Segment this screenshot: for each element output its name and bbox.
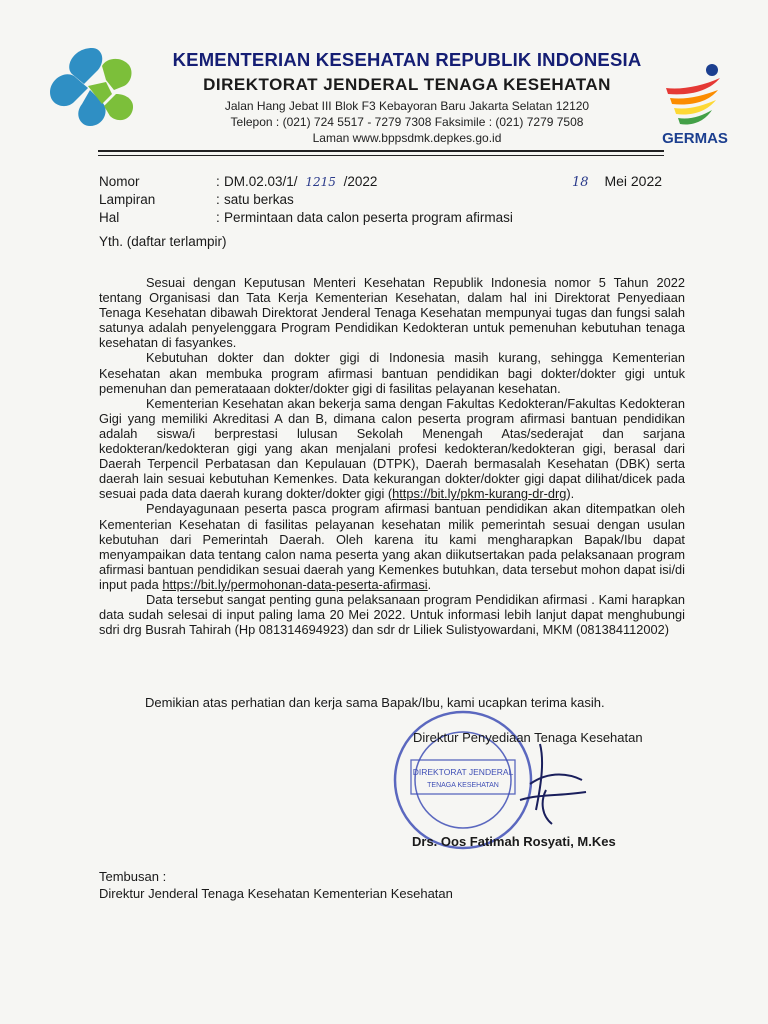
- directorate-name: DIREKTORAT JENDERAL TENAGA KESEHATAN: [203, 75, 611, 94]
- germas-logo-icon: [662, 60, 726, 128]
- address-line: Jalan Hang Jebat III Blok F3 Kebayoran Baru Jakarta Selatan 12120: [224, 99, 590, 113]
- phone-line: Telepon : (021) 724 5517 - 7279 7308 Faksimile : (021) 7279 7508: [230, 115, 584, 129]
- header-divider-thin: [98, 155, 664, 156]
- permohonan-data-link[interactable]: https://bit.ly/permohonan-data-peserta-afirmasi: [162, 576, 428, 592]
- nomor-suffix: /2022: [343, 174, 378, 189]
- lampiran-colon: :: [216, 192, 220, 207]
- cc-item: Direktur Jenderal Tenaga Kesehatan Kementerian Kesehatan: [99, 886, 453, 901]
- paragraph-3: [99, 396, 685, 502]
- germas-label: GERMAS: [662, 130, 728, 147]
- website-line: Laman www.bppsdmk.depkes.go.id: [312, 131, 502, 145]
- paragraph-2: Kebutuhan dokter dan dokter gigi di Indonesia masih kurang, sehingga Kementerian Kesehatan akan membuka program afirmasi bantuan pendidikan bagi dokter/dokter gigi untuk pemenuhan dan pemerataaan dokter/dokter gigi di fasilitas pelayanan kesehatan.: [99, 350, 685, 396]
- date-day-handwritten: 18: [572, 175, 589, 190]
- paragraph-4: [99, 501, 685, 592]
- signatory-name: Drs. Oos Fatimah Rosyati, M.Kes: [412, 834, 616, 849]
- ministry-logo: [44, 44, 144, 130]
- lampiran-label: Lampiran: [99, 192, 156, 207]
- hal-colon: :: [216, 210, 220, 225]
- paragraph-3-text: Kementerian Kesehatan akan bekerja sama dengan Fakultas Kedokteran/Fakultas Kedokteran Gigi yang memiliki Akreditasi A dan B, dimana calon peserta program afirmasi bantuan pendidikan adalah siswa/i berprestasi lulusan Sekolah Menengah Atas/sederajat dan sarjana kedokteran/kedokteran gigi yang akan menjalani profesi kedokteran/kedokteran gigi, berasal dari Daerah Terpencil Perbatasan dan Kepulauan (DTPK), Daerah bermasalah Kesehatan (DBK) serta daerah lain sesuai kebutuhan Kemenkes. Data kekurangan dokter/dokter gigi dapat dilihat/dicek pada sesuai pada data daerah kurang dokter/dokter gigi (: [99, 395, 685, 502]
- handwritten-signature: [500, 740, 590, 830]
- hal-label: Hal: [99, 210, 120, 225]
- paragraph-3-end: ).: [566, 486, 575, 502]
- nomor-value: [224, 174, 377, 189]
- lampiran-value: satu berkas: [224, 192, 294, 207]
- nomor-prefix: DM.02.03/1/: [224, 174, 298, 189]
- nomor-label: Nomor: [99, 174, 140, 189]
- signatory-title: Direktur Penyediaan Tenaga Kesehatan: [413, 730, 643, 745]
- hal-value: Permintaan data calon peserta program afirmasi: [224, 210, 513, 225]
- nomor-handwritten: 1215: [305, 175, 336, 189]
- date-month-year: Mei 2022: [604, 173, 663, 189]
- kurang-dokter-link[interactable]: https://bit.ly/pkm-kurang-dr-drg: [392, 486, 567, 502]
- stamp-center-text-2: TENAGA KESEHATAN: [427, 782, 499, 789]
- nomor-colon: :: [216, 174, 220, 189]
- paragraph-5: Data tersebut sangat penting guna pelaksanaan program Pendidikan afirmasi . Kami harapkan data sudah selesai di input paling lama 20 Mei 2022. Untuk informasi lebih lanjut dapat menghubungi sdri drg Busrah Tahirah (Hp 081314694923) dan sdr dr Liliek Sulistyowardani, MKM (081384112002): [99, 591, 685, 638]
- paragraph-1: Sesuai dengan Keputusan Menteri Kesehatan Republik Indonesia nomor 5 Tahun 2022 tentang Organisasi dan Tata Kerja Kementerian Kesehatan, dalam hal ini Direktorat Penyediaan Tenaga Kesehatan dibawah Direktorat Jenderal Tenaga Kesehatan mempunyai tugas dan fungsi salah satunya adalah penyelenggara Program Pendidikan Kedokteran untuk pemenuhan kebutuhan tenaga kesehatan di fasyankes.: [99, 275, 685, 351]
- ministry-name: KEMENTERIAN KESEHATAN REPUBLIK INDONESIA: [172, 49, 642, 70]
- cc-label: Tembusan :: [99, 869, 167, 884]
- recipient-line: Yth. (daftar terlampir): [99, 234, 227, 249]
- letter-date: [572, 173, 662, 190]
- paragraph-4-text: Pendayagunaan peserta pasca program afirmasi bantuan pendidikan akan ditempatkan oleh Kementerian Kesehatan di fasilitas pelayanan kesehatan milik pemerintah sesuai dengan usulan kebutuhan dari Pemerintah Daerah. Oleh karena itu kami mengharapkan Bapak/Ibu dapat menyampaikan data tentang calon nama peserta yang akan diikutsertakan pada pelaksanaan program afirmasi bantuan pendidikan sesuai daerah yang Kemenkes butuhkan, data tersebut mohon dapat isi/di input pada: [99, 501, 685, 592]
- closing-line: Demikian atas perhatian dan kerja sama Bapak/Ibu, kami ucapkan terima kasih.: [145, 695, 605, 710]
- paragraph-4-end: .: [427, 576, 432, 592]
- header-divider: [98, 150, 664, 152]
- letter-body: [99, 275, 685, 637]
- stamp-center-text: DIREKTORAT JENDERAL: [412, 767, 514, 777]
